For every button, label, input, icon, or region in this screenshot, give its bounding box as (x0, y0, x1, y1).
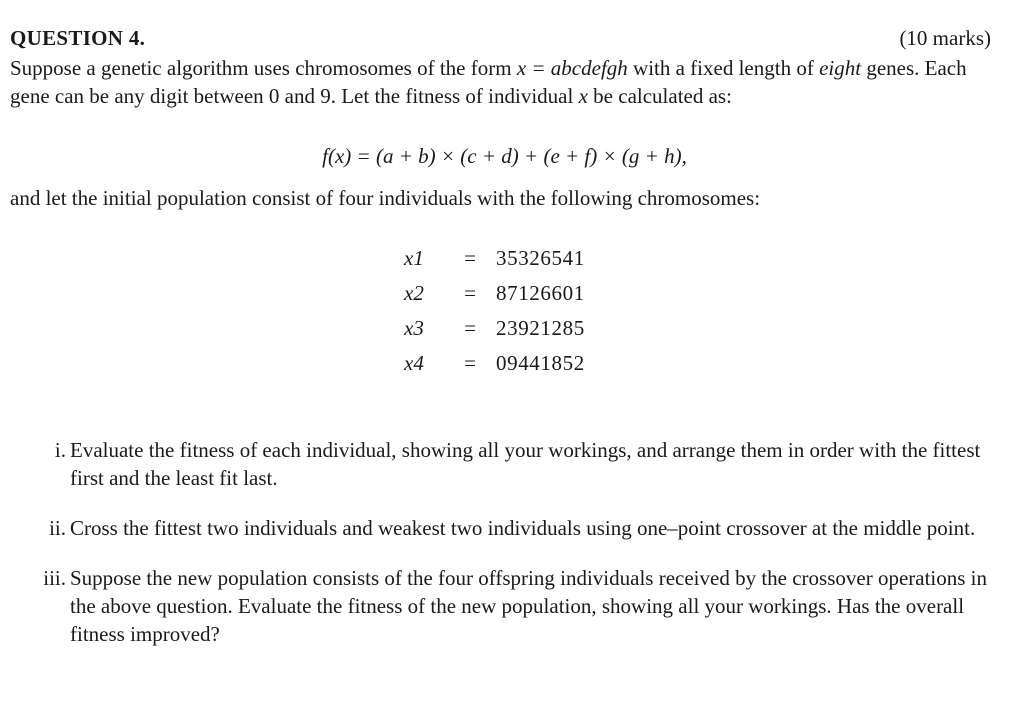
sub-question-list (10, 436, 1000, 670)
sub-question-text: Evaluate the fitness of each individual, showing all your workings, and arrange them in order with the fittest first and the least fit last. (70, 438, 981, 490)
equals-sign: = (464, 315, 476, 340)
sub-question-number: i. (54, 438, 66, 462)
sub-question-item (10, 436, 1000, 492)
sub-question-item (10, 514, 1000, 542)
chromosome-value: 23921285 (496, 315, 585, 340)
sub-question-text: Suppose the new population consists of the four offspring individuals received by the crossover operations in the above question. Evaluate the fitness of the new population, showing all your workings. Has the overall fitness improved? (70, 566, 988, 646)
chromosome-name: x3 (404, 315, 424, 340)
variable-x: x (578, 84, 588, 108)
question-title: QUESTION 4. (10, 26, 146, 50)
chromosome-value: 35326541 (496, 245, 585, 270)
chromosome-form: x = abcdefgh (516, 56, 628, 80)
sub-question-number: ii. (49, 516, 66, 540)
chromosome-table (404, 240, 585, 380)
question-header (10, 24, 991, 52)
chromosome-row (404, 310, 585, 345)
intro-text-2: with a fixed length of (627, 56, 820, 80)
chromosome-row (404, 240, 585, 275)
chromosome-value: 09441852 (496, 350, 585, 375)
intro-text-3: genes. Each gene can be any digit between 0 and 9. Let the fitness of individual (10, 56, 967, 108)
intro-text-1: Suppose a genetic algorithm uses chromosomes of the form (10, 56, 517, 80)
intro-paragraph (10, 54, 995, 110)
population-lead-text: and let the initial population consist of four individuals with the following chromosomes: (10, 186, 761, 210)
equals-sign: = (464, 280, 476, 305)
marks-label: (10 marks) (899, 26, 991, 50)
chromosome-row (404, 345, 585, 380)
equals-sign: = (464, 350, 476, 375)
chromosome-name: x4 (404, 350, 424, 375)
chromosome-name: x2 (404, 280, 424, 305)
fitness-formula: f(x) = (a + b) × (c + d) + (e + f) × (g + h), (322, 144, 687, 168)
sub-question-number: iii. (43, 566, 66, 590)
emphasis-eight: eight (819, 56, 862, 80)
equals-sign: = (464, 245, 476, 270)
sub-question-item (10, 564, 1000, 648)
intro-text-4: be calculated as: (587, 84, 732, 108)
chromosome-value: 87126601 (496, 280, 585, 305)
chromosome-name: x1 (404, 245, 424, 270)
sub-question-text: Cross the fittest two individuals and weakest two individuals using one–point crossover at the middle point. (70, 516, 976, 540)
chromosome-row (404, 275, 585, 310)
